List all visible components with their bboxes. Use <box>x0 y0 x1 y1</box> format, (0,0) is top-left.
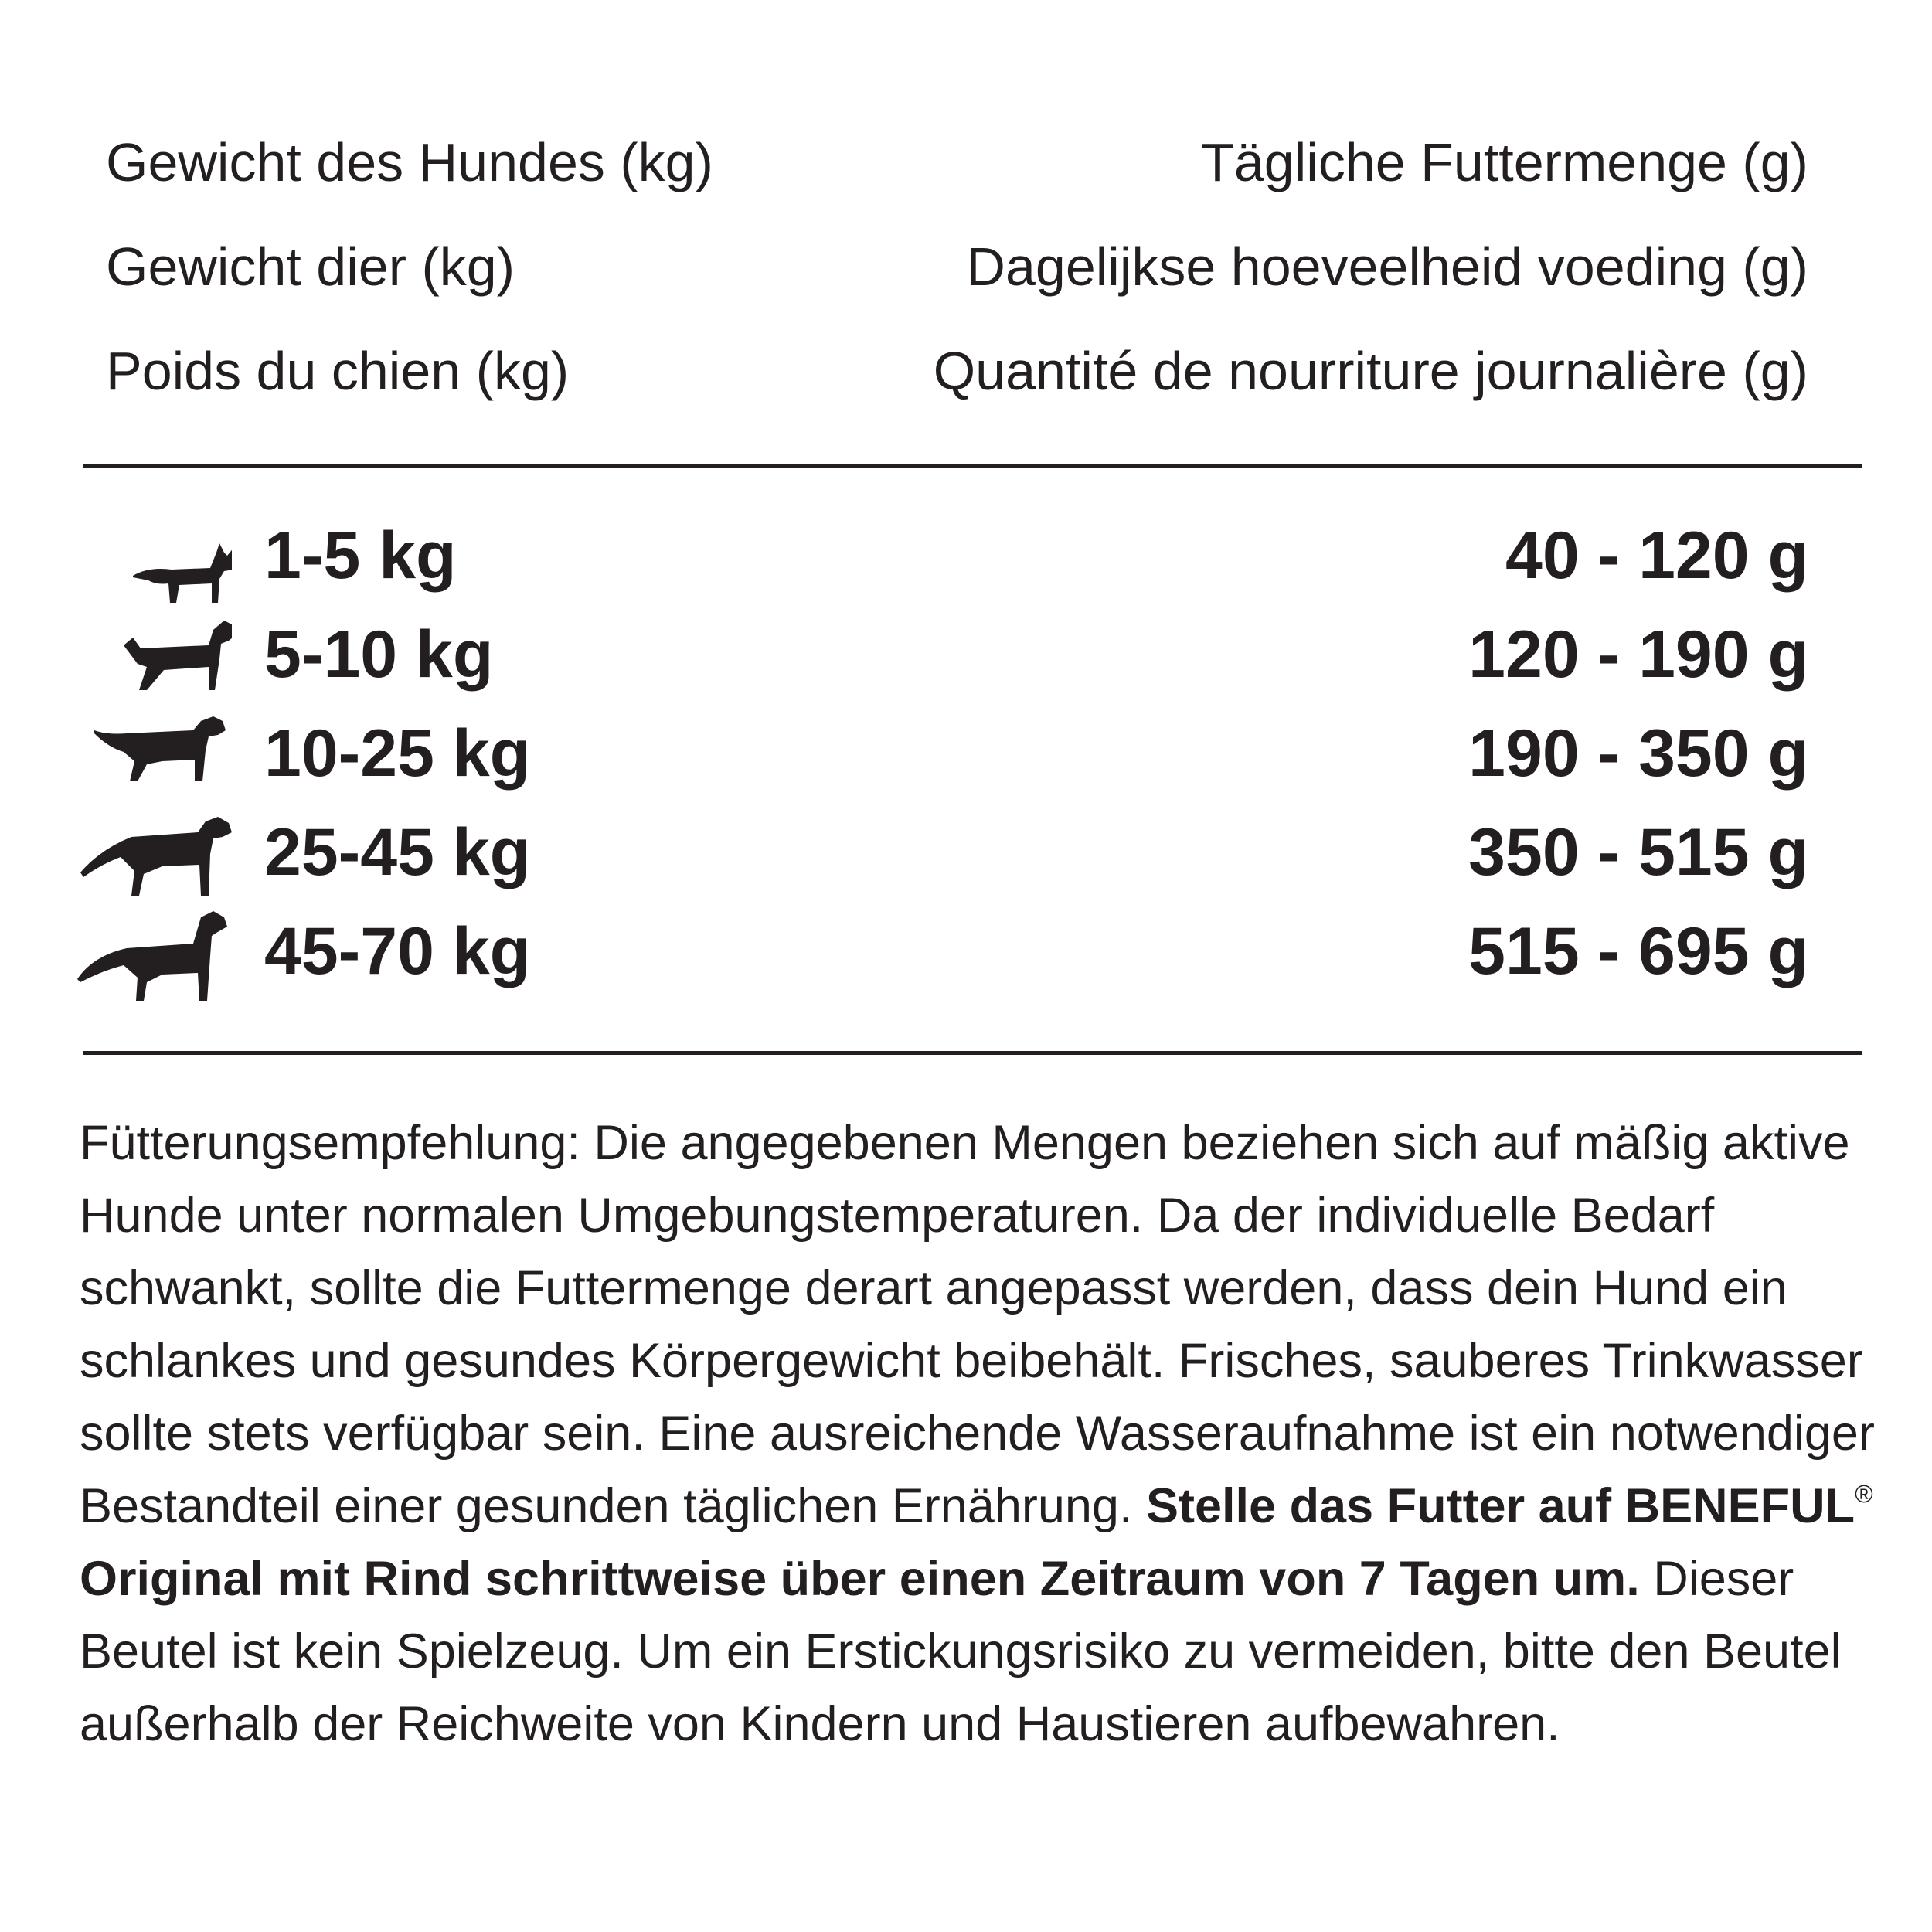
notes-transition-bold-b: Original mit Rind schrittweise über einen Zeitraum von 7 Tagen um. <box>80 1552 1640 1606</box>
header-row-de <box>106 120 1808 205</box>
table-row <box>0 902 1932 1001</box>
notes-safety-warning: Dieser Beutel ist kein Spielzeug. Um ein Erstickungsrisiko zu vermeiden, bitte den Beutel außerhalb der Reichweite von Kindern und Haustieren aufbewahren. <box>80 1552 1842 1751</box>
header-row-fr <box>106 328 1808 413</box>
header-weight-label-fr: Poids du chien (kg) <box>106 341 570 401</box>
registered-mark: ® <box>1855 1480 1873 1508</box>
giant-dog-icon <box>70 902 232 1001</box>
medium-dog-icon <box>70 704 232 803</box>
notes-intro: Fütterungsempfehlung: Die angegebenen Mengen beziehen sich auf mäßig aktive Hunde unter normalen Umgebungstemperaturen. Da der individuelle Bedarf schwankt, sollte die Futtermenge derart angepasst werden, dass dein Hund ein schlankes und gesundes Körpergewicht beibehält. Frisches, sauberes Trinkwasser sollte stets verfügbar sein. Eine ausreichende Wasseraufnahme ist ein notwendiger Bestandteil einer gesunden täglichen Ernährung. <box>80 1116 1875 1533</box>
weight-range: 25-45 kg <box>264 815 531 889</box>
feeding-header <box>0 0 1932 433</box>
notes-transition-bold-a: Stelle das Futter auf BENEFUL <box>1145 1479 1855 1533</box>
table-row <box>0 605 1932 704</box>
daily-amount: 350 - 515 g <box>1468 815 1808 889</box>
divider-bottom <box>83 1051 1862 1055</box>
header-row-nl <box>106 224 1808 309</box>
header-weight-label-nl: Gewicht dier (kg) <box>106 236 515 297</box>
header-weight-label-de: Gewicht des Hundes (kg) <box>106 132 713 192</box>
weight-range: 10-25 kg <box>264 716 531 791</box>
weight-range: 5-10 kg <box>264 617 494 692</box>
weight-range: 45-70 kg <box>264 914 531 988</box>
feeding-recommendation-text <box>80 1107 1880 1760</box>
daily-amount: 190 - 350 g <box>1468 716 1808 791</box>
daily-amount: 120 - 190 g <box>1468 617 1808 692</box>
daily-amount: 40 - 120 g <box>1505 519 1808 593</box>
small-dog-icon <box>70 506 232 605</box>
header-amount-label-nl: Dagelijkse hoeveelheid voeding (g) <box>966 236 1808 297</box>
terrier-dog-icon <box>70 605 232 704</box>
table-row <box>0 803 1932 902</box>
large-dog-icon <box>70 803 232 902</box>
divider-top <box>83 464 1862 468</box>
daily-amount: 515 - 695 g <box>1468 914 1808 988</box>
weight-range: 1-5 kg <box>264 519 457 593</box>
header-amount-label-de: Tägliche Futtermenge (g) <box>1201 132 1808 192</box>
header-amount-label-fr: Quantité de nourriture journalière (g) <box>933 341 1808 401</box>
table-row <box>0 704 1932 803</box>
table-row <box>0 506 1932 605</box>
